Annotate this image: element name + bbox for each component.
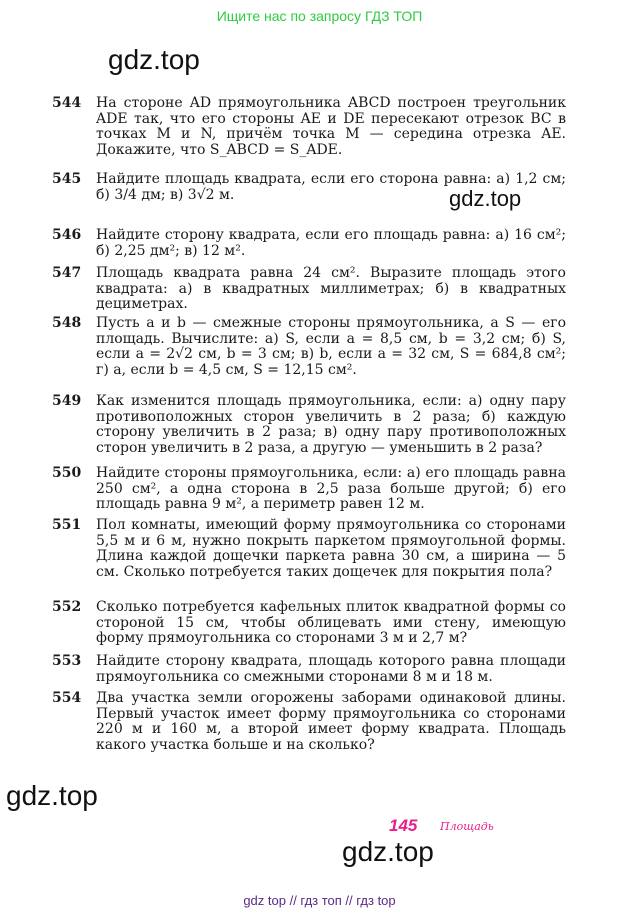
problem-text: Пусть a и b — смежные стороны прямоугольника, а S — его площадь. Вычислите: а) S, если a = 8,5 см, b = 3,2 см; б) S, если a = 2√2 см, b = 3 см; в) b, если a = 32 см, S = 684,8 см²; г) a, если b = 4,5 см, S = 12,15 см². — [96, 315, 566, 378]
problem-item — [52, 266, 566, 316]
watermark: gdz.top — [6, 780, 98, 811]
problem-item — [52, 466, 566, 518]
problem-number: 549 — [52, 393, 82, 409]
problem-number: 548 — [52, 315, 82, 331]
problem-number: 544 — [52, 95, 82, 111]
problem-number: 550 — [52, 465, 82, 481]
watermark: gdz.top — [449, 186, 522, 211]
top-banner: Ищите нас по запросу ГДЗ ТОП — [216, 8, 423, 24]
problem-text: Два участка земли огорожены заборами одинаковой длины. Первый участок имеет форму прямоугольника со сторонами 220 м и 160 м, а второй имеет форму квадрата. Площадь какого участка больше и на сколько? — [96, 690, 566, 753]
problem-text: Найдите сторону квадрата, площадь которого равна площади прямоугольника со смежными сторонами 8 м и 18 м. — [96, 653, 566, 685]
problem-item — [52, 316, 566, 394]
problem-number: 554 — [52, 690, 82, 706]
problem-number: 545 — [52, 171, 82, 187]
footer-links: gdz top // гдз топ // гдз top — [243, 893, 396, 908]
problem-item — [52, 96, 566, 172]
problem-number: 553 — [52, 653, 82, 669]
problem-text: Пол комнаты, имеющий форму прямоугольника со сторонами 5,5 м и 6 м, нужно покрыть паркетом прямоугольной формы. Длина каждой дощечки паркета равна 30 см, а ширина — 5 см. Сколько потребуется таких дощечек для покрытия пола? — [96, 517, 566, 580]
problem-text: Сколько потребуется кафельных плиток квадратной формы со стороной 15 см, чтобы облицевать ими стену, имеющую форму прямоугольника со сторонами 3 м и 2,7 м? — [96, 599, 566, 646]
problem-item — [52, 691, 566, 757]
problem-item — [52, 228, 566, 266]
page-number: 145 — [389, 816, 418, 835]
watermark: gdz.top — [342, 836, 434, 867]
problem-item — [52, 600, 566, 654]
problem-item — [52, 654, 566, 691]
problem-item — [52, 172, 566, 228]
problem-number: 551 — [52, 517, 82, 533]
problem-text: Найдите сторону квадрата, если его площадь равна: а) 16 см²; б) 2,25 дм²; в) 12 м². — [96, 227, 566, 259]
problem-list — [52, 96, 566, 757]
problem-item — [52, 518, 566, 600]
problem-number: 547 — [52, 265, 82, 281]
watermark: gdz.top — [108, 44, 200, 75]
problem-text: Как изменится площадь прямоугольника, если: а) одну пару противоположных сторон увеличить в 2 раза; б) каждую сторону увеличить в 2 раза; в) одну пару противоположных сторон увеличить в 2 раза, а другую — уменьшить в 2 раза? — [96, 393, 566, 456]
problem-text: Найдите площадь квадрата, если его сторона равна: а) 1,2 см; б) 3/4 дм; в) 3√2 м. — [96, 171, 566, 203]
problem-item — [52, 394, 566, 466]
problem-number: 546 — [52, 227, 82, 243]
problem-text: Найдите стороны прямоугольника, если: а) его площадь равна 250 см², а одна сторона в 2,5 раза больше другой; б) его площадь равна 9 м², а периметр равен 12 м. — [96, 465, 566, 512]
problem-text: На стороне AD прямоугольника ABCD построен треугольник ADE так, что его стороны AE и DE пересекают отрезок BC в точках M и N, причём точка M — середина отрезка AE. Докажите, что S_ABCD = S_ADE. — [96, 95, 566, 158]
section-title: Площадь — [440, 820, 494, 833]
problem-text: Площадь квадрата равна 24 см². Выразите площадь этого квадрата: а) в квадратных миллиметрах; б) в квадратных дециметрах. — [96, 265, 566, 312]
problem-number: 552 — [52, 599, 82, 615]
